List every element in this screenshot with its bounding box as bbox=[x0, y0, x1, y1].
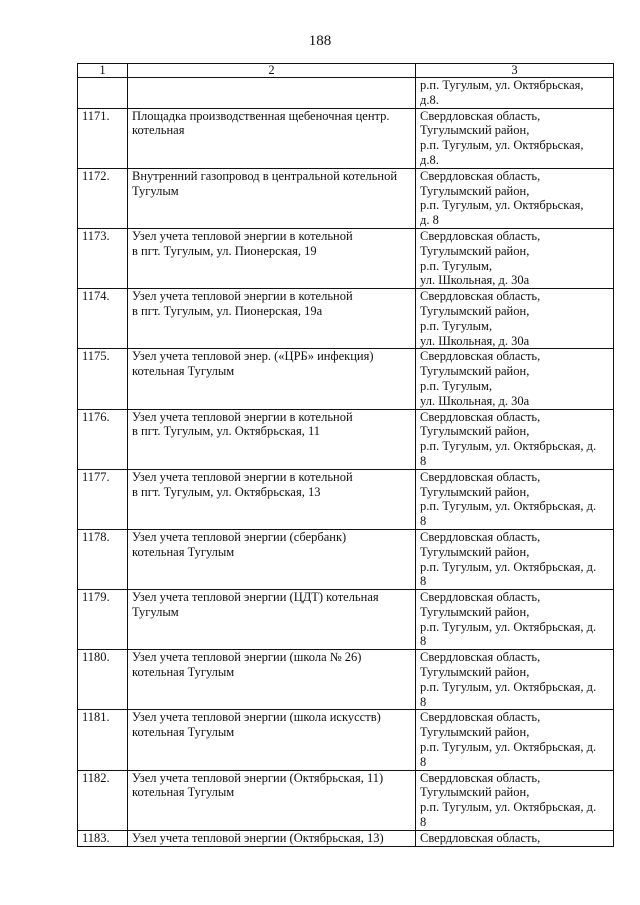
address-line: р.п. Тугулым, bbox=[420, 378, 493, 393]
column-header: 3 bbox=[416, 64, 614, 78]
table-row bbox=[78, 349, 614, 409]
address-line: Свердловская область, bbox=[420, 590, 541, 605]
table-row bbox=[78, 289, 614, 349]
address-cell bbox=[416, 228, 614, 288]
object-name-line: Узел учета тепловой энергии (Октябрьская, 11) bbox=[132, 770, 384, 785]
object-name-line: Узел учета тепловой энер. («ЦРБ» инфекция) bbox=[132, 349, 374, 364]
table-row bbox=[78, 710, 614, 770]
object-name-cell bbox=[128, 409, 416, 469]
address-cell bbox=[416, 590, 614, 650]
object-name-line: Узел учета тепловой энергии (школа № 26) bbox=[132, 650, 362, 665]
object-name-cell bbox=[128, 590, 416, 650]
address-cell bbox=[416, 349, 614, 409]
object-name-line: в пгт. Тугулым, ул. Октябрьская, 11 bbox=[132, 424, 321, 439]
address-line: д.8. bbox=[420, 92, 439, 107]
object-name-line: Тугулым bbox=[132, 604, 179, 619]
address-line: Свердловская область, bbox=[420, 710, 541, 725]
address-line: ул. Школьная, д. 30а bbox=[420, 273, 530, 288]
address-line: 8 bbox=[420, 815, 427, 830]
address-cell bbox=[416, 289, 614, 349]
object-name-line: котельная Тугулым bbox=[132, 665, 235, 680]
address-line: Свердловская область, bbox=[420, 168, 541, 183]
table-row bbox=[78, 590, 614, 650]
address-line: Тугулымский район, bbox=[420, 665, 530, 680]
address-line: Свердловская область, bbox=[420, 469, 541, 484]
address-line: Тугулымский район, bbox=[420, 183, 530, 198]
object-name-line: Узел учета тепловой энергии в котельной bbox=[132, 289, 353, 304]
address-line: р.п. Тугулым, ул. Октябрьская, д. bbox=[420, 679, 597, 694]
object-name-line: котельная bbox=[132, 123, 185, 138]
address-cell bbox=[416, 469, 614, 529]
object-name-cell bbox=[128, 349, 416, 409]
object-name-cell bbox=[128, 830, 416, 846]
address-line: 8 bbox=[420, 754, 427, 769]
row-number-cell: 1173. bbox=[78, 228, 128, 288]
object-name-line: Узел учета тепловой энергии (сбербанк) bbox=[132, 529, 347, 544]
row-number-cell: 1180. bbox=[78, 650, 128, 710]
address-line: Тугулымский район, bbox=[420, 725, 530, 740]
table-row bbox=[78, 469, 614, 529]
table-row bbox=[78, 830, 614, 846]
address-cell bbox=[416, 168, 614, 228]
address-line: р.п. Тугулым, ул. Октябрьская, д. bbox=[420, 499, 597, 514]
object-name-cell bbox=[128, 289, 416, 349]
object-name-line: в пгт. Тугулым, ул. Пионерская, 19а bbox=[132, 303, 323, 318]
address-line: Свердловская область, bbox=[420, 529, 541, 544]
object-name-line: в пгт. Тугулым, ул. Октябрьская, 13 bbox=[132, 484, 321, 499]
address-line: Свердловская область, bbox=[420, 228, 541, 243]
address-line: Свердловская область, bbox=[420, 409, 541, 424]
object-name-cell bbox=[128, 770, 416, 830]
address-line: Тугулымский район, bbox=[420, 424, 530, 439]
address-line: р.п. Тугулым, bbox=[420, 318, 493, 333]
table-row bbox=[78, 529, 614, 589]
table-row bbox=[78, 409, 614, 469]
address-line: Тугулымский район, bbox=[420, 303, 530, 318]
table-row bbox=[78, 770, 614, 830]
object-name-cell bbox=[128, 529, 416, 589]
address-line: Свердловская область, bbox=[420, 289, 541, 304]
address-line: р.п. Тугулым, ул. Октябрьская, bbox=[420, 78, 584, 92]
address-line: Свердловская область, bbox=[420, 830, 541, 845]
address-cell bbox=[416, 830, 614, 846]
object-name-line: Узел учета тепловой энергии в котельной bbox=[132, 228, 353, 243]
continuation-row bbox=[78, 78, 614, 109]
object-name-line: Узел учета тепловой энергии (школа искусств) bbox=[132, 710, 381, 725]
object-name-line: котельная Тугулым bbox=[132, 725, 235, 740]
address-line: р.п. Тугулым, ул. Октябрьская, д. bbox=[420, 740, 597, 755]
address-line: 8 bbox=[420, 514, 427, 529]
address-line: Свердловская область, bbox=[420, 108, 541, 123]
address-line: 8 bbox=[420, 453, 427, 468]
address-line: Тугулымский район, bbox=[420, 243, 530, 258]
object-name-line: Узел учета тепловой энергии в котельной bbox=[132, 469, 353, 484]
address-line: Тугулымский район, bbox=[420, 484, 530, 499]
row-number-cell: 1175. bbox=[78, 349, 128, 409]
address-line: 8 bbox=[420, 634, 427, 649]
address-cell bbox=[416, 409, 614, 469]
object-name-line: котельная Тугулым bbox=[132, 364, 235, 379]
address-line: д.8. bbox=[420, 152, 439, 167]
row-number-cell: 1181. bbox=[78, 710, 128, 770]
table-row bbox=[78, 228, 614, 288]
column-header: 2 bbox=[128, 64, 416, 78]
column-header: 1 bbox=[78, 64, 128, 78]
address-cell bbox=[416, 770, 614, 830]
address-line: 8 bbox=[420, 574, 427, 589]
address-cell bbox=[416, 710, 614, 770]
address-line: Свердловская область, bbox=[420, 650, 541, 665]
row-number-cell: 1174. bbox=[78, 289, 128, 349]
object-name-cell bbox=[128, 168, 416, 228]
object-name-line: Площадка производственная щебеночная центр. bbox=[132, 108, 390, 123]
object-name-cell bbox=[128, 108, 416, 168]
object-name-line: Узел учета тепловой энергии в котельной bbox=[132, 409, 353, 424]
address-line: ул. Школьная, д. 30а bbox=[420, 393, 530, 408]
row-number-cell: 1183. bbox=[78, 830, 128, 846]
table-header-row bbox=[78, 64, 614, 78]
address-line: р.п. Тугулым, ул. Октябрьская, д. bbox=[420, 619, 597, 634]
address-cell bbox=[416, 78, 614, 109]
address-line: Тугулымский район, bbox=[420, 364, 530, 379]
address-line: Тугулымский район, bbox=[420, 544, 530, 559]
table-row bbox=[78, 650, 614, 710]
object-name-line: Тугулым bbox=[132, 183, 179, 198]
object-name-line: Узел учета тепловой энергии (Октябрьская, 13) bbox=[132, 830, 384, 845]
object-name-line: котельная Тугулым bbox=[132, 785, 235, 800]
address-line: р.п. Тугулым, ул. Октябрьская, bbox=[420, 138, 584, 153]
row-number-cell: 1177. bbox=[78, 469, 128, 529]
address-line: 8 bbox=[420, 694, 427, 709]
object-name-line: котельная Тугулым bbox=[132, 544, 235, 559]
address-line: р.п. Тугулым, ул. Октябрьская, д. bbox=[420, 559, 597, 574]
row-number-cell: 1172. bbox=[78, 168, 128, 228]
address-line: Свердловская область, bbox=[420, 770, 541, 785]
object-name-line: Узел учета тепловой энергии (ЦДТ) котельная bbox=[132, 590, 379, 605]
row-number-cell bbox=[78, 78, 128, 109]
address-line: Свердловская область, bbox=[420, 349, 541, 364]
address-line: Тугулымский район, bbox=[420, 785, 530, 800]
table-row bbox=[78, 108, 614, 168]
table-row bbox=[78, 168, 614, 228]
object-name-line: Внутренний газопровод в центральной котельной bbox=[132, 168, 398, 183]
address-line: р.п. Тугулым, ул. Октябрьская, bbox=[420, 198, 584, 213]
row-number-cell: 1171. bbox=[78, 108, 128, 168]
address-line: Тугулымский район, bbox=[420, 123, 530, 138]
address-cell bbox=[416, 108, 614, 168]
object-name-cell bbox=[128, 469, 416, 529]
row-number-cell: 1176. bbox=[78, 409, 128, 469]
object-name-cell bbox=[128, 78, 416, 109]
object-name-cell bbox=[128, 228, 416, 288]
row-number-cell: 1179. bbox=[78, 590, 128, 650]
page-number: 188 bbox=[308, 33, 332, 49]
address-line: Тугулымский район, bbox=[420, 604, 530, 619]
address-line: р.п. Тугулым, ул. Октябрьская, д. bbox=[420, 800, 597, 815]
row-number-cell: 1178. bbox=[78, 529, 128, 589]
address-cell bbox=[416, 529, 614, 589]
object-name-cell bbox=[128, 650, 416, 710]
registry-table bbox=[77, 63, 614, 847]
address-line: р.п. Тугулым, bbox=[420, 258, 493, 273]
address-line: д. 8 bbox=[420, 213, 439, 228]
address-line: р.п. Тугулым, ул. Октябрьская, д. bbox=[420, 439, 597, 454]
object-name-cell bbox=[128, 710, 416, 770]
address-cell bbox=[416, 650, 614, 710]
row-number-cell: 1182. bbox=[78, 770, 128, 830]
object-name-line: в пгт. Тугулым, ул. Пионерская, 19 bbox=[132, 243, 317, 258]
address-line: ул. Школьная, д. 30а bbox=[420, 333, 530, 348]
